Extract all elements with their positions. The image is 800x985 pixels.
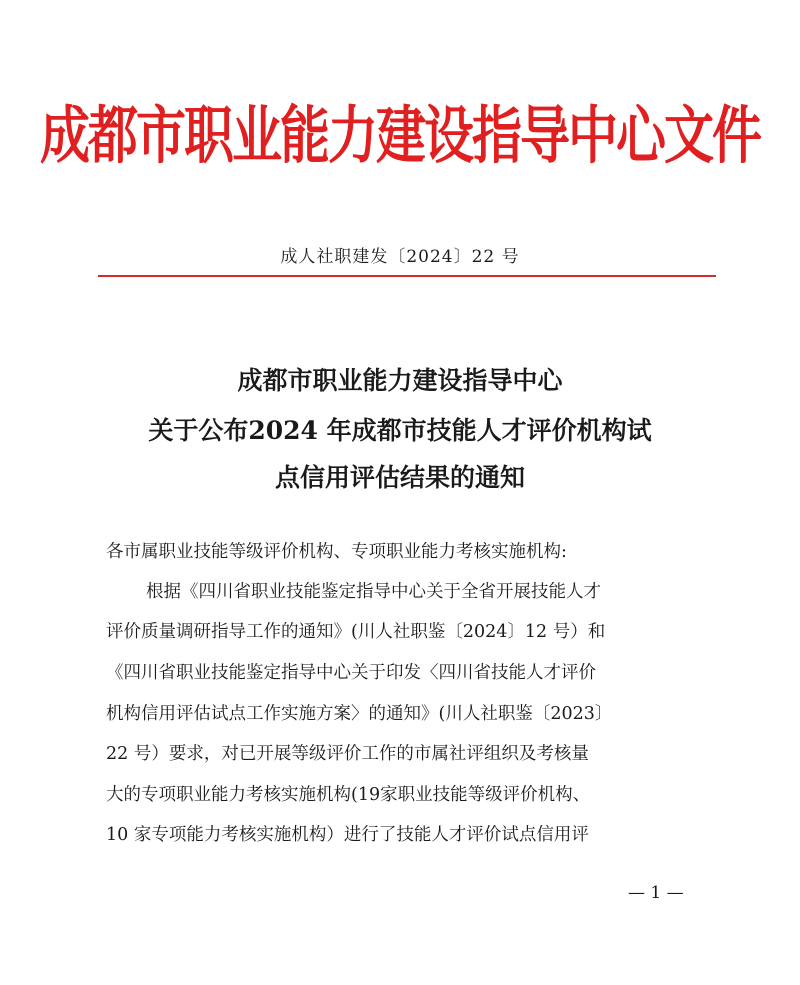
body-line: 根据《四川省职业技能鉴定指导中心关于全省开展技能人才 (146, 582, 601, 602)
document-masthead: 成都市职业能力建设指导中心文件 (40, 99, 760, 172)
body-line: 《四川省职业技能鉴定指导中心关于印发〈四川省技能人才评价 (106, 663, 596, 683)
body-line: 10 家专项能力考核实施机构）进行了技能人才评价试点信用评 (106, 825, 589, 845)
red-divider-rule (98, 275, 716, 277)
page-number: — 1 — (628, 883, 684, 903)
body-line: 评价质量调研指导工作的通知》(川人社职鉴〔2024〕12 号）和 (106, 622, 606, 642)
addressee-line: 各市属职业技能等级评价机构、专项职业能力考核实施机构: (106, 542, 567, 562)
title-line-1: 成都市职业能力建设指导中心 (237, 366, 563, 395)
title-line-3: 点信用评估结果的通知 (274, 463, 525, 492)
document-number: 成人社职建发〔2024〕22 号 (280, 247, 520, 267)
body-line: 22 号）要求，对已开展等级评价工作的市属社评组织及考核量 (106, 744, 589, 764)
body-line: 机构信用评估试点工作实施方案〉的通知》(川人社职鉴〔2023〕 (106, 704, 613, 724)
title-line-2: 关于公布2024 年成都市技能人才评价机构试 (148, 416, 652, 445)
body-line: 大的专项职业能力考核实施机构(19家职业技能等级评价机构、 (106, 785, 591, 805)
